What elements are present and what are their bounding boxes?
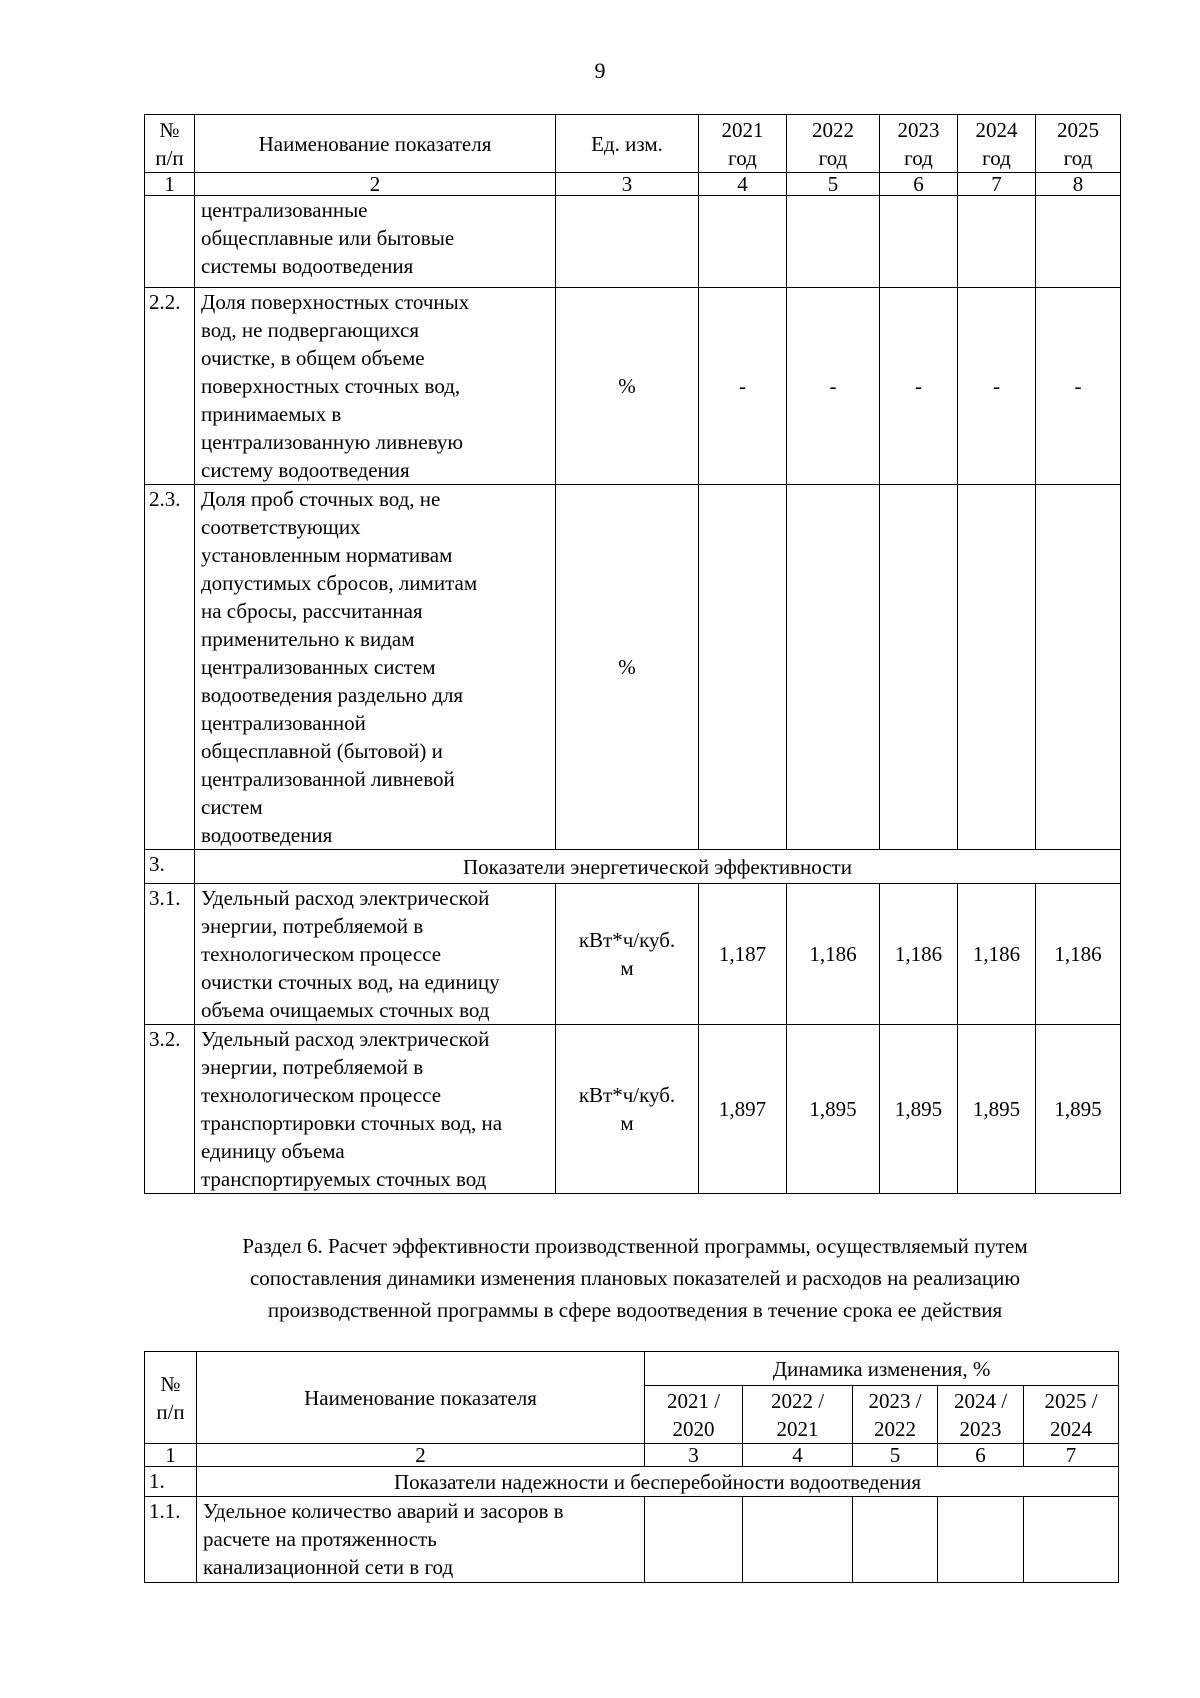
header-num: № п/п [145,115,195,173]
row-number: 3.2. [145,1025,195,1194]
table-row [145,196,1121,288]
header-period: 2022 / 2021 [743,1386,853,1444]
column-index: 3 [556,173,699,196]
row-name: Удельный расход электрической энергии, потребляемой в технологическом процессе очистки сточных вод, на единицу объема очищаемых сточных вод [195,884,556,1025]
row-value: - [699,288,787,485]
row-number: 2.3. [145,485,195,850]
row-unit [556,196,699,288]
section-number: 1. [145,1467,197,1497]
header-period: 2021 / 2020 [645,1386,743,1444]
column-index-row [145,173,1121,196]
row-value: 1,186 [958,884,1036,1025]
column-index-row [145,1444,1119,1467]
table-row [145,288,1121,485]
header-dynamics: Динамика изменения, % [645,1352,1119,1386]
header-year: 2022 год [787,115,880,173]
header-unit: Ед. изм. [556,115,699,173]
column-index: 4 [743,1444,853,1467]
row-value: 1,895 [958,1025,1036,1194]
row-value: - [787,288,880,485]
row-value [743,1497,853,1583]
header-year: 2021 год [699,115,787,173]
row-value [958,485,1036,850]
column-index: 5 [853,1444,938,1467]
row-value [1036,196,1121,288]
column-index: 6 [938,1444,1024,1467]
table-row [145,485,1121,850]
column-index: 2 [195,173,556,196]
row-value [787,485,880,850]
row-number: 1.1. [145,1497,197,1583]
row-value: 1,897 [699,1025,787,1194]
indicators-table [144,114,1121,1194]
column-index: 7 [958,173,1036,196]
section-6-title: Раздел 6. Расчет эффективности производственной программы, осуществляемый путем сопоставления динамики изменения плановых показателей и расходов на реализацию производственной программы в сфере водоотведения в течение срока ее действия [242,1234,1028,1322]
row-name: Доля поверхностных сточных вод, не подвергающихся очистке, в общем объеме поверхностных сточных вод, принимаемых в централизованную ливневую систему водоотведения [195,288,556,485]
row-value [699,196,787,288]
row-name: централизованные общесплавные или бытовые системы водоотведения [195,196,556,288]
header-year: 2024 год [958,115,1036,173]
row-number: 2.2. [145,288,195,485]
row-value: - [1036,288,1121,485]
section-number: 3. [145,850,195,884]
dynamics-table [144,1351,1119,1583]
column-index: 6 [880,173,958,196]
row-value [880,485,958,850]
row-value: 1,895 [787,1025,880,1194]
row-value [645,1497,743,1583]
row-value [1036,485,1121,850]
row-value [699,485,787,850]
row-value: 1,895 [880,1025,958,1194]
table-row [145,1025,1121,1194]
column-index: 8 [1036,173,1121,196]
table-row [145,1497,1119,1583]
column-index: 4 [699,173,787,196]
row-unit: кВт*ч/куб. м [556,1025,699,1194]
column-index: 3 [645,1444,743,1467]
column-index: 1 [145,173,195,196]
section-row [145,850,1121,884]
header-name: Наименование показателя [195,115,556,173]
row-value: 1,186 [1036,884,1121,1025]
header-year: 2025 год [1036,115,1121,173]
row-name: Удельный расход электрической энергии, потребляемой в технологическом процессе транспортировки сточных вод, на единицу объема транспортируемых сточных вод [195,1025,556,1194]
row-value [938,1497,1024,1583]
row-unit: % [556,485,699,850]
header-period: 2025 / 2024 [1024,1386,1119,1444]
column-index: 7 [1024,1444,1119,1467]
row-unit: кВт*ч/куб. м [556,884,699,1025]
header-year: 2023 год [880,115,958,173]
page-number: 9 [594,58,606,83]
header-period: 2023 / 2022 [853,1386,938,1444]
row-value: 1,895 [1036,1025,1121,1194]
row-value [958,196,1036,288]
header-num: № п/п [145,1352,197,1444]
header-period: 2024 / 2023 [938,1386,1024,1444]
row-number: 3.1. [145,884,195,1025]
row-value [880,196,958,288]
table-header-row [145,115,1121,173]
column-index: 2 [197,1444,645,1467]
row-value: - [880,288,958,485]
section-title: Показатели энергетической эффективности [195,850,1121,884]
row-number [145,196,195,288]
section-row [145,1467,1119,1497]
row-name: Доля проб сточных вод, не соответствующих установленным нормативам допустимых сбросов, лимитам на сбросы, рассчитанная применительно к видам централизованных систем водоотведения раздельно для централизованной общесплавной (бытовой) и централизованной ливневой систем водоотведения [195,485,556,850]
table-row [145,884,1121,1025]
column-index: 5 [787,173,880,196]
header-name: Наименование показателя [197,1352,645,1444]
column-index: 1 [145,1444,197,1467]
row-value: 1,186 [787,884,880,1025]
row-value: - [958,288,1036,485]
row-name: Удельное количество аварий и засоров в расчете на протяженность канализационной сети в год [197,1497,645,1583]
table-header-row [145,1352,1119,1386]
row-unit: % [556,288,699,485]
row-value: 1,187 [699,884,787,1025]
row-value: 1,186 [880,884,958,1025]
section-title: Показатели надежности и бесперебойности водоотведения [197,1467,1119,1497]
row-value [1024,1497,1119,1583]
row-value [853,1497,938,1583]
row-value [787,196,880,288]
